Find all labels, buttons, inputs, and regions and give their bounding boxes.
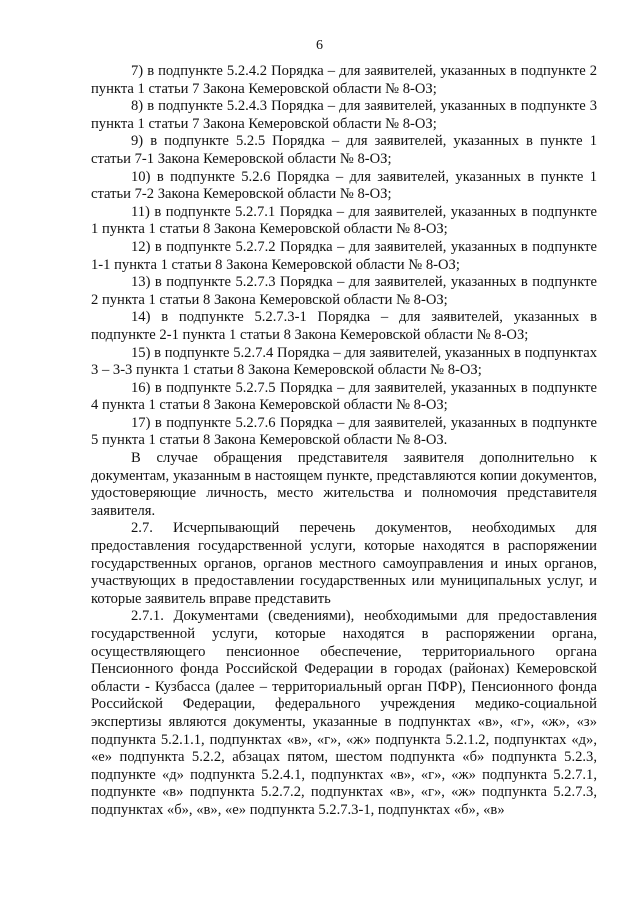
paragraph-section-2-7: 2.7. Исчерпывающий перечень документов, необходимых для предоставления государственной услуги, которые находятся в распоряжении государственных органов, органов местного самоуправления и иных органов, участвующих в предоставлении государственных или муниципальных услуг, и которые заявитель вправе представить xyxy=(91,520,597,607)
paragraph-section-2-7-1: 2.7.1. Документами (сведениями), необходимыми для предоставления государственной услуги, которые находятся в распоряжении органа, осуществляющего пенсионное обеспечение, территориального органа Пенсионного фонда Российской Федерации в городах (районах) Кемеровской области - Кузбасса (далее – территориальный орган ПФР), Пенсионного фонда Российской Федерации, федерального учреждения медико-социальной экспертизы являются документы, указанные в подпунктах «в», «г», «ж», «з» подпункта 5.2.1.1, подпунктах «в», «г», «ж» подпункта 5.2.1.2, подпунктах «д», «е» подпункта 5.2.2, абзацах пятом, шестом подпункта «б» подпункта 5.2.3, подпункте «д» подпункта 5.2.4.1, подпунктах «в», «г», «ж» подпункта 5.2.7.1, подпункте «в» подпункта 5.2.7.2, подпунктах «в», «г», «ж» подпункта 5.2.7.3, подпунктах «б», «в», «е» подпункта 5.2.7.3-1, подпунктах «б», «в» xyxy=(91,608,597,818)
page-number: 6 xyxy=(316,38,323,53)
paragraph-item-9: 9) в подпункте 5.2.5 Порядка – для заявителей, указанных в пункте 1 статьи 7-1 Закона Кемеровской области № 8-ОЗ; xyxy=(91,133,597,167)
paragraph-item-11: 11) в подпункте 5.2.7.1 Порядка – для заявителей, указанных в подпункте 1 пункта 1 статьи 8 Закона Кемеровской области № 8-ОЗ; xyxy=(91,203,597,238)
paragraph-item-16: 16) в подпункте 5.2.7.5 Порядка – для заявителей, указанных в подпункте 4 пункта 1 статьи 8 Закона Кемеровской области № 8-ОЗ; xyxy=(91,379,597,414)
paragraph-item-13: 13) в подпункте 5.2.7.3 Порядка – для заявителей, указанных в подпункте 2 пункта 1 статьи 8 Закона Кемеровской области № 8-ОЗ; xyxy=(91,274,597,308)
paragraph-item-10: 10) в подпункте 5.2.6 Порядка – для заявителей, указанных в пункте 1 статьи 7-2 Закона Кемеровской области № 8-ОЗ; xyxy=(91,168,597,203)
paragraph-item-7: 7) в подпункте 5.2.4.2 Порядка – для заявителей, указанных в подпункте 2 пункта 1 статьи 7 Закона Кемеровской области № 8-ОЗ; xyxy=(91,63,597,97)
paragraph-item-8: 8) в подпункте 5.2.4.3 Порядка – для заявителей, указанных в подпункте 3 пункта 1 статьи 7 Закона Кемеровской области № 8-ОЗ; xyxy=(91,98,597,132)
paragraph-item-14: 14) в подпункте 5.2.7.3-1 Порядка – для заявителей, указанных в подпункте 2-1 пункта 1 статьи 8 Закона Кемеровской области № 8-ОЗ; xyxy=(91,309,597,343)
paragraph-representative: В случае обращения представителя заявителя дополнительно к документам, указанным в настоящем пункте, представляются копии документов, удостоверяющие личность, место жительства и полномочия представителя заявителя. xyxy=(91,450,597,519)
paragraph-item-15: 15) в подпункте 5.2.7.4 Порядка – для заявителей, указанных в подпунктах 3 – 3-3 пункта 1 статьи 8 Закона Кемеровской области № 8-ОЗ; xyxy=(91,344,597,379)
paragraph-item-17: 17) в подпункте 5.2.7.6 Порядка – для заявителей, указанных в подпункте 5 пункта 1 статьи 8 Закона Кемеровской области № 8-ОЗ. xyxy=(91,414,597,449)
document-body xyxy=(91,63,597,820)
paragraph-item-12: 12) в подпункте 5.2.7.2 Порядка – для заявителей, указанных в подпункте 1-1 пункта 1 статьи 8 Закона Кемеровской области № 8-ОЗ; xyxy=(91,238,597,273)
